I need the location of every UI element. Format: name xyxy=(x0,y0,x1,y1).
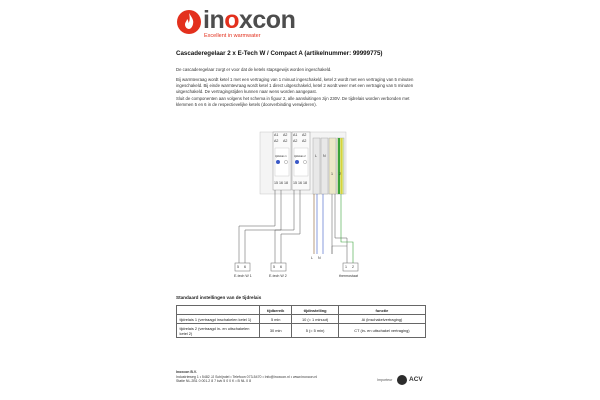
relay-2-label: tijdrelais 2 xyxy=(294,155,306,158)
terminal-1-label: 1 xyxy=(331,172,333,176)
row-1-desc: (vertraagd inschakelen ketel 1) xyxy=(198,316,252,322)
relay-2-terminal-a2: A2 xyxy=(302,133,307,137)
flame-logo-icon xyxy=(176,9,202,35)
row-1-setting: 10 (= 1 minuut) xyxy=(292,315,339,324)
settings-table xyxy=(176,305,426,338)
table-row xyxy=(177,315,426,324)
wire-relay1-boiler1-b xyxy=(245,190,281,263)
document-title: Cascaderegelaar 2 x E-Tech W / Compact A (artikelnummer: 99999775) xyxy=(176,50,383,57)
relay-1-terminal-a2b: A2 xyxy=(274,139,279,143)
footer-company: Inoxcon B.V. xyxy=(176,370,197,374)
paragraph-connect: Sluit de componenten aan volgens het schema in figuur 2, alle aansluitingen zijn 230V. De tijdrelais worden verbonden met klemmen 5 en 6 in de respectievelijke ketels (doorverbinding verwijderen). xyxy=(176,96,410,108)
terminal-l-label: L xyxy=(315,154,317,158)
row-2-name: tijdrelais 2 xyxy=(179,325,198,331)
boiler-2-terminal-6: 6 xyxy=(280,265,282,269)
brand-wordmark xyxy=(203,6,295,34)
table-header-range: tijdbereik xyxy=(260,306,292,315)
table-header-setting: tijdinstelling xyxy=(292,306,339,315)
terminal-block-1 xyxy=(329,138,336,194)
terminal-block-l xyxy=(313,138,320,194)
table-header-blank xyxy=(177,306,260,315)
relay-2-terminal-a2b: A2 xyxy=(293,139,298,143)
row-2-function: CT (in- en uitschakel vertraging) xyxy=(338,324,425,338)
row-2-desc: (vertraagd in- en uitschakelen ketel 2) xyxy=(179,325,250,336)
relay-2-terminal-15: 15 xyxy=(293,181,297,185)
footer-address: Industrieweg 1 • 5482 JJ Schijndel • Telefoon 073-5470 • Info@inoxcon.nl • www.inoxcon.nl xyxy=(176,374,318,379)
row-2-setting: 5 (= 5 min) xyxy=(292,324,339,338)
partner-prefix: Importeur xyxy=(377,378,393,382)
wire-l-label: L xyxy=(311,256,313,260)
table-header-row xyxy=(177,306,426,315)
thermostat-label: thermostaat xyxy=(339,274,358,278)
wire-relay2-boiler2-b xyxy=(281,190,300,263)
wire-n-label: N xyxy=(318,256,321,260)
footer-registration: Statie NL.2B1 0 001.2 8 7 kvk 5 0 0 K • B NL 0 8 xyxy=(176,379,252,384)
wire-thermostat-link xyxy=(332,246,347,254)
wire-relay1-boiler1-a xyxy=(239,190,275,263)
partner-name: ACV xyxy=(409,376,423,383)
relay-2-terminal-a1: A1 xyxy=(293,133,298,137)
row-2-range: 30 min xyxy=(260,324,292,338)
terminal-2-label: 2 xyxy=(339,172,341,176)
boiler-1-terminal-5: 5 xyxy=(237,265,239,269)
relay-1-label: tijdrelais 1 xyxy=(275,155,287,158)
brand-name-prefix: in xyxy=(203,6,225,34)
paragraph-intro: De cascaderegelaar zorgt er voor dat de ketels stapsgewijs worden ingeschakeld. xyxy=(176,67,332,72)
table-row xyxy=(177,324,426,338)
partner-logo xyxy=(377,375,427,385)
relay-1-terminal-16: 16 xyxy=(279,181,283,185)
row-1-function: Ai (inschakelvertraging) xyxy=(338,315,425,324)
thermostat-terminal-1: 1 xyxy=(345,265,347,269)
thermostat-terminal-2: 2 xyxy=(352,265,354,269)
relay-2-terminal-a2c: A2 xyxy=(302,139,307,143)
footer xyxy=(176,370,396,384)
brand-name-rest: xcon xyxy=(239,6,296,34)
relay-1-terminal-a1: A1 xyxy=(274,133,279,137)
acv-badge-icon xyxy=(397,375,407,385)
row-1-name-cell xyxy=(177,315,260,324)
earth-stripe-green xyxy=(338,138,340,194)
wiring-diagram-svg xyxy=(225,126,375,286)
brand-logo xyxy=(176,6,316,43)
wiring-diagram xyxy=(225,126,375,286)
brand-tagline: Excellent in warmwater xyxy=(204,33,261,39)
row-1-range: 5 min xyxy=(260,315,292,324)
row-2-name-cell xyxy=(177,324,260,338)
row-1-name: tijdrelais 1 xyxy=(179,316,198,322)
relay-2-terminal-16: 16 xyxy=(298,181,302,185)
relay-2-knob-icon xyxy=(295,160,299,164)
relay-2-terminal-18: 18 xyxy=(303,181,307,185)
relay-1-terminal-18: 18 xyxy=(284,181,288,185)
terminal-n-label: N xyxy=(323,154,326,158)
boiler-2-terminal-5: 5 xyxy=(273,265,275,269)
brand-name-x: o xyxy=(224,6,239,34)
table-title: Standaard instellingen van de tijdrelais xyxy=(176,295,262,300)
boiler-1-terminal-6: 6 xyxy=(244,265,246,269)
relay-1-terminal-15: 15 xyxy=(274,181,278,185)
relay-1-knob-icon xyxy=(276,160,280,164)
boiler-1-label: E-tech W 1 xyxy=(234,274,252,278)
earth-stripe-yellow xyxy=(341,138,343,194)
terminal-block-n xyxy=(321,138,328,194)
paragraph-delay: Bij warmtevraag wordt ketel 1 met een vertraging van 1 minuut ingeschakeld, ketel 2 wordt met een vertraging van 5 minuten ingeschakeld. Bij einde warmtevraag wordt ketel 1 direct uitgeschakeld, ketel 2 wordt weer met een vertraging van 5 minuten uitgeschakeld. De vertragingstijden kunnen naar wens worden aangepast. xyxy=(176,77,414,95)
relay-1-terminal-a2c: A2 xyxy=(283,139,288,143)
relay-1-terminal-a2: A2 xyxy=(283,133,288,137)
boiler-2-label: E-tech W 2 xyxy=(269,274,287,278)
wire-relay2-boiler2-a xyxy=(275,190,294,263)
table-header-function: functie xyxy=(338,306,425,315)
